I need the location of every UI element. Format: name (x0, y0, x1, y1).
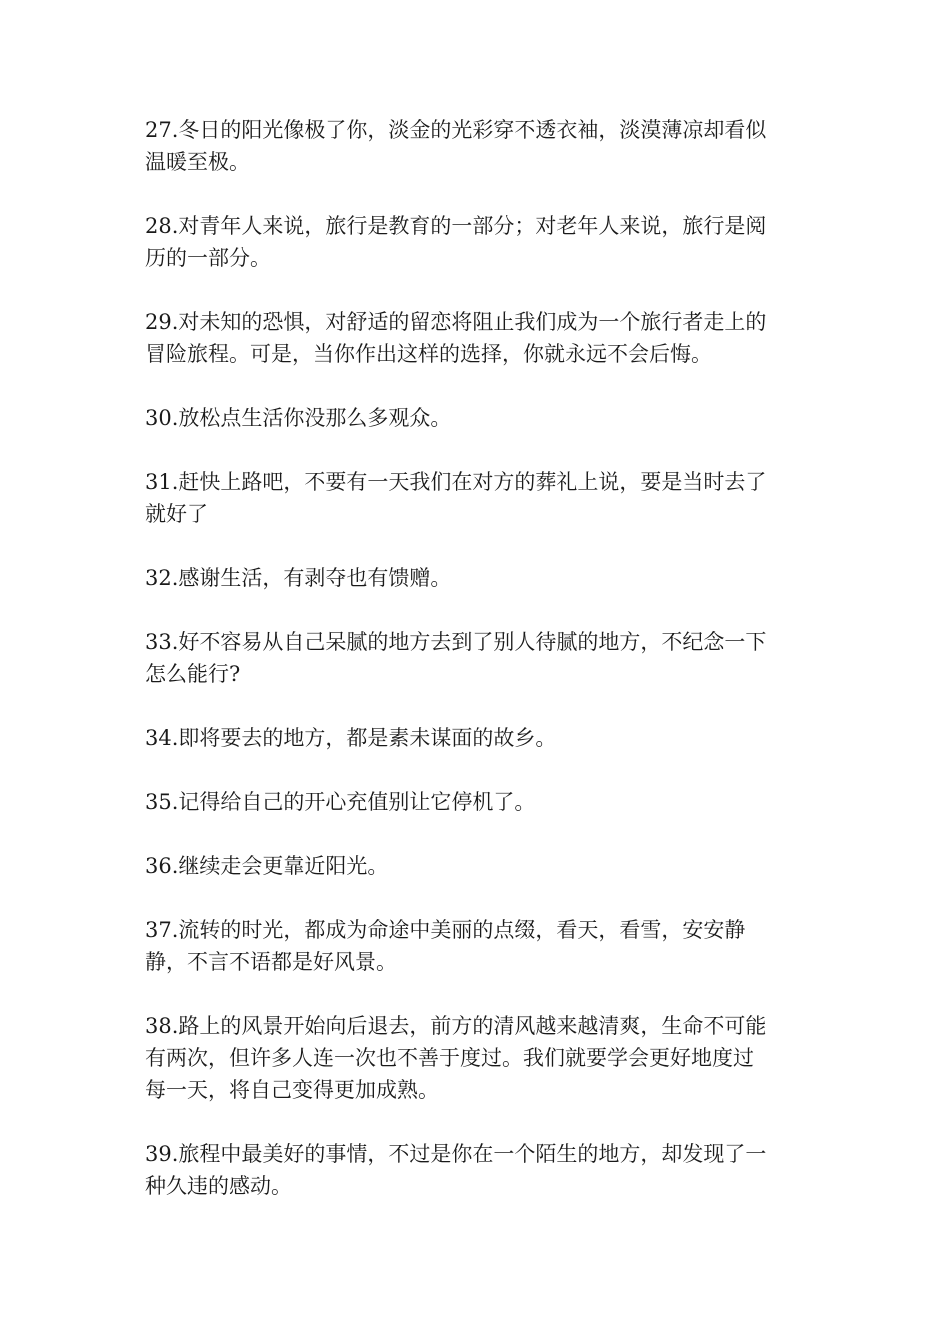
entry-32: 32.感谢生活，有剥夺也有馈赠。 (145, 566, 452, 590)
entry-29: 29.对未知的恐惧，对舒适的留恋将阻止我们成为一个旅行者走上的 冒险旅程。可是，当你作出这样的选择，你就永远不会后悔。 (145, 310, 767, 366)
entry-36: 36.继续走会更靠近阳光。 (145, 854, 389, 878)
entry-30: 30.放松点生活你没那么多观众。 (145, 406, 452, 430)
entry-31: 31.赶快上路吧，不要有一天我们在对方的葬礼上说，要是当时去了 就好了 (145, 470, 767, 526)
entry-38: 38.路上的风景开始向后退去，前方的清风越来越清爽，生命不可能 有两次，但许多人连一次也不善于度过。我们就要学会更好地度过 每一天，将自己变得更加成熟。 (145, 1014, 767, 1102)
entry-34: 34.即将要去的地方，都是素未谋面的故乡。 (145, 726, 557, 750)
entry-39: 39.旅程中最美好的事情，不过是你在一个陌生的地方，却发现了一 种久违的感动。 (145, 1142, 767, 1198)
document-page (145, 114, 809, 1234)
entry-28: 28.对青年人来说，旅行是教育的一部分；对老年人来说，旅行是阅 历的一部分。 (145, 214, 767, 270)
entry-27: 27.冬日的阳光像极了你，淡金的光彩穿不透衣袖，淡漠薄凉却看似 温暖至极。 (145, 118, 767, 174)
entry-35: 35.记得给自己的开心充值别让它停机了。 (145, 790, 536, 814)
entry-37: 37.流转的时光，都成为命途中美丽的点缀，看天，看雪，安安静 静，不言不语都是好风景。 (145, 918, 746, 974)
entry-33: 33.好不容易从自己呆腻的地方去到了别人待腻的地方，不纪念一下 怎么能行? (145, 630, 767, 686)
